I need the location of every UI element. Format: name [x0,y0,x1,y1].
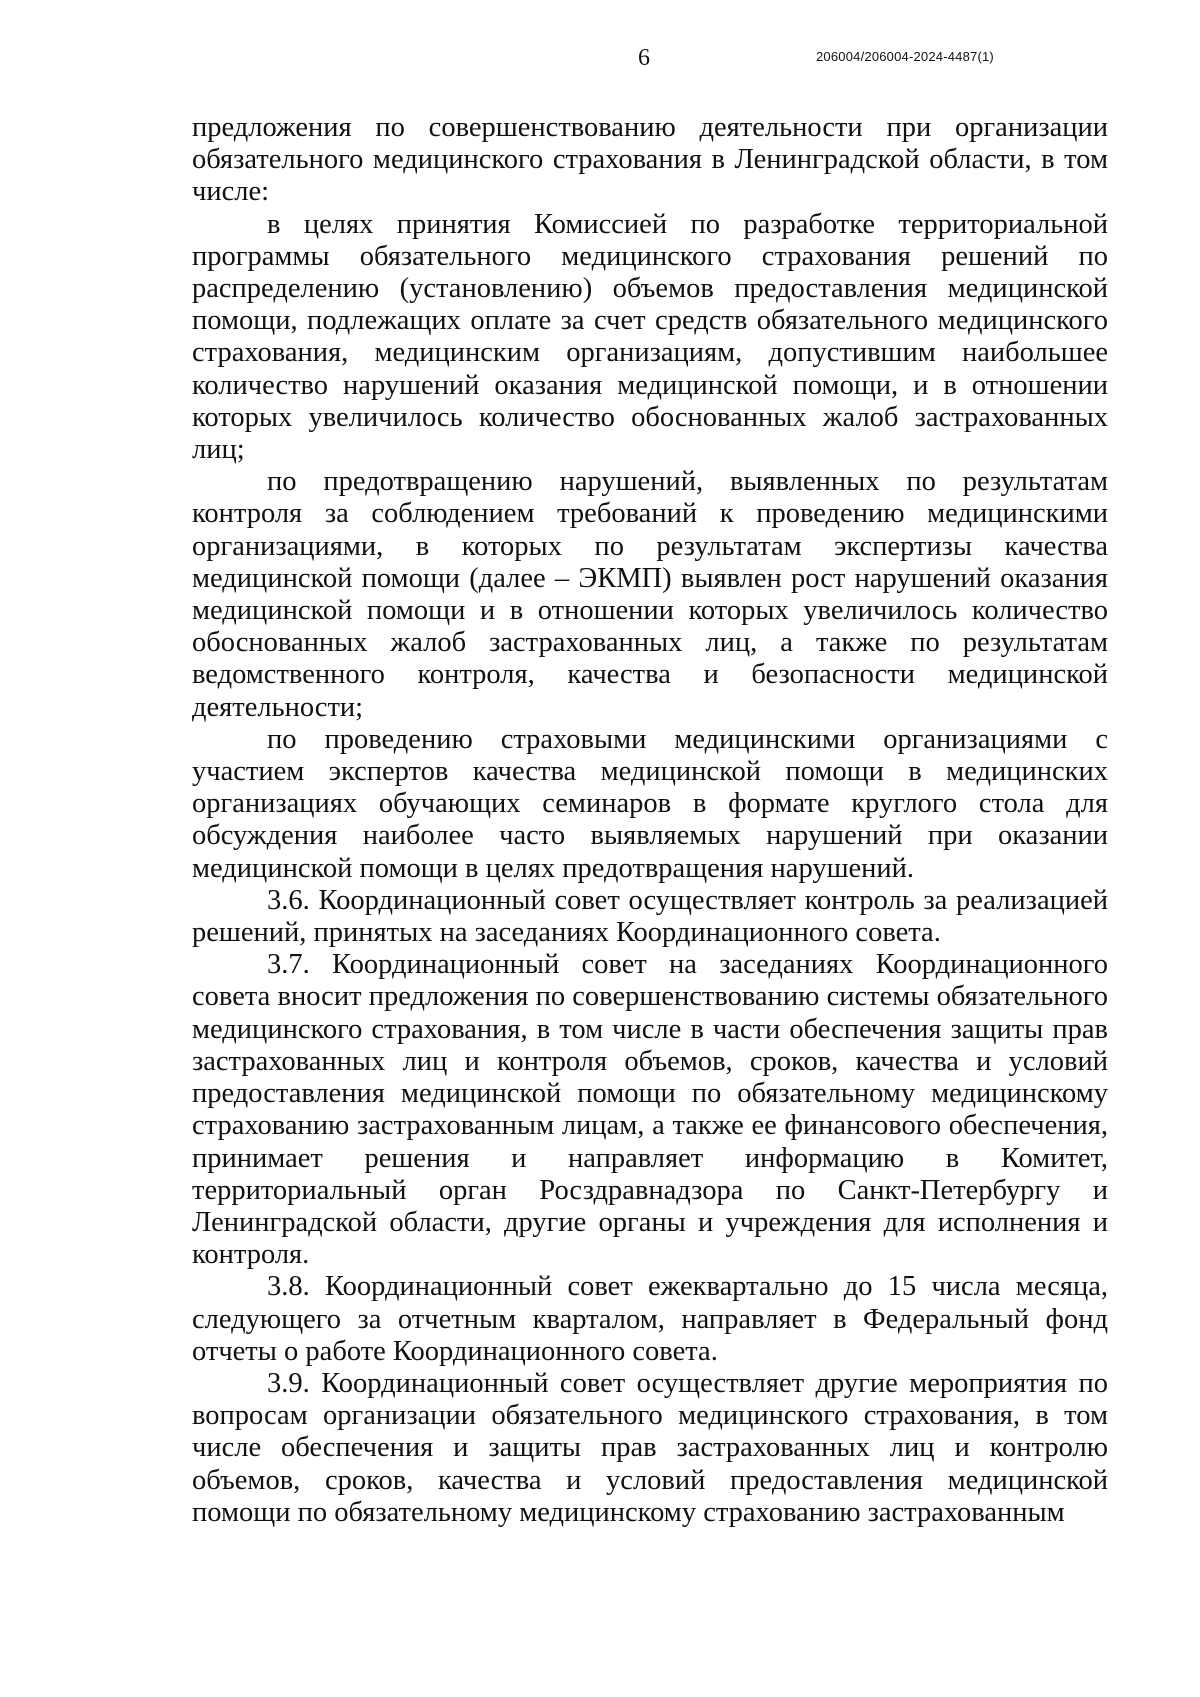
paragraph-3-8: 3.8. Координационный совет ежеквартально до 15 числа месяца, следующего за отчетным кварталом, направляет в Федеральный фонд отчеты о работе Координационного совета. [192,1271,1108,1367]
paragraph-intro: предложения по совершенствованию деятельности при организации обязательного медицинского страхования в Ленинградской области, в том числе: [192,112,1108,208]
document-id: 206004/206004-2024-4487(1) [816,49,994,64]
page-number: 6 [638,45,650,71]
document-body [192,112,1108,1529]
paragraph-violation-prevention: по предотвращению нарушений, выявленных по результатам контроля за соблюдением требований к проведению медицинскими организациями, в которых по результатам экспертизы качества медицинской помощи (далее – ЭКМП) выявлен рост нарушений оказания медицинской помощи и в отношении которых увеличилось количество обоснованных жалоб застрахованных лиц, а также по результатам ведомственного контроля, качества и безопасности медицинской деятельности; [192,466,1108,723]
paragraph-seminars: по проведению страховыми медицинскими организациями с участием экспертов качества медицинской помощи в медицинских организациях обучающих семинаров в формате круглого стола для обсуждения наиболее часто выявляемых нарушений при оказании медицинской помощи в целях предотвращения нарушений. [192,723,1108,884]
paragraph-3-6: 3.6. Координационный совет осуществляет контроль за реализацией решений, принятых на заседаниях Координационного совета. [192,884,1108,949]
paragraph-3-7: 3.7. Координационный совет на заседаниях Координационного совета вносит предложения по совершенствованию системы обязательного медицинского страхования, в том числе в части обеспечения защиты прав застрахованных лиц и контроля объемов, сроков, качества и условий предоставления медицинской помощи по обязательному медицинскому страхованию застрахованным лицам, а также ее финансового обеспечения, принимает решения и направляет информацию в Комитет, территориальный орган Росздравнадзора по Санкт-Петербургу и Ленинградской области, другие органы и учреждения для исполнения и контроля. [192,949,1108,1271]
paragraph-3-9: 3.9. Координационный совет осуществляет другие мероприятия по вопросам организации обязательного медицинского страхования, в том числе обеспечения и защиты прав застрахованных лиц и контролю объемов, сроков, качества и условий предоставления медицинской помощи по обязательному медицинскому страхованию застрахованным [192,1367,1108,1528]
paragraph-commission-goals: в целях принятия Комиссией по разработке территориальной программы обязательного медицинского страхования решений по распределению (установлению) объемов предоставления медицинской помощи, подлежащих оплате за счет средств обязательного медицинского страхования, медицинским организациям, допустившим наибольшее количество нарушений оказания медицинской помощи, и в отношении которых увеличилось количество обоснованных жалоб застрахованных лиц; [192,208,1108,466]
